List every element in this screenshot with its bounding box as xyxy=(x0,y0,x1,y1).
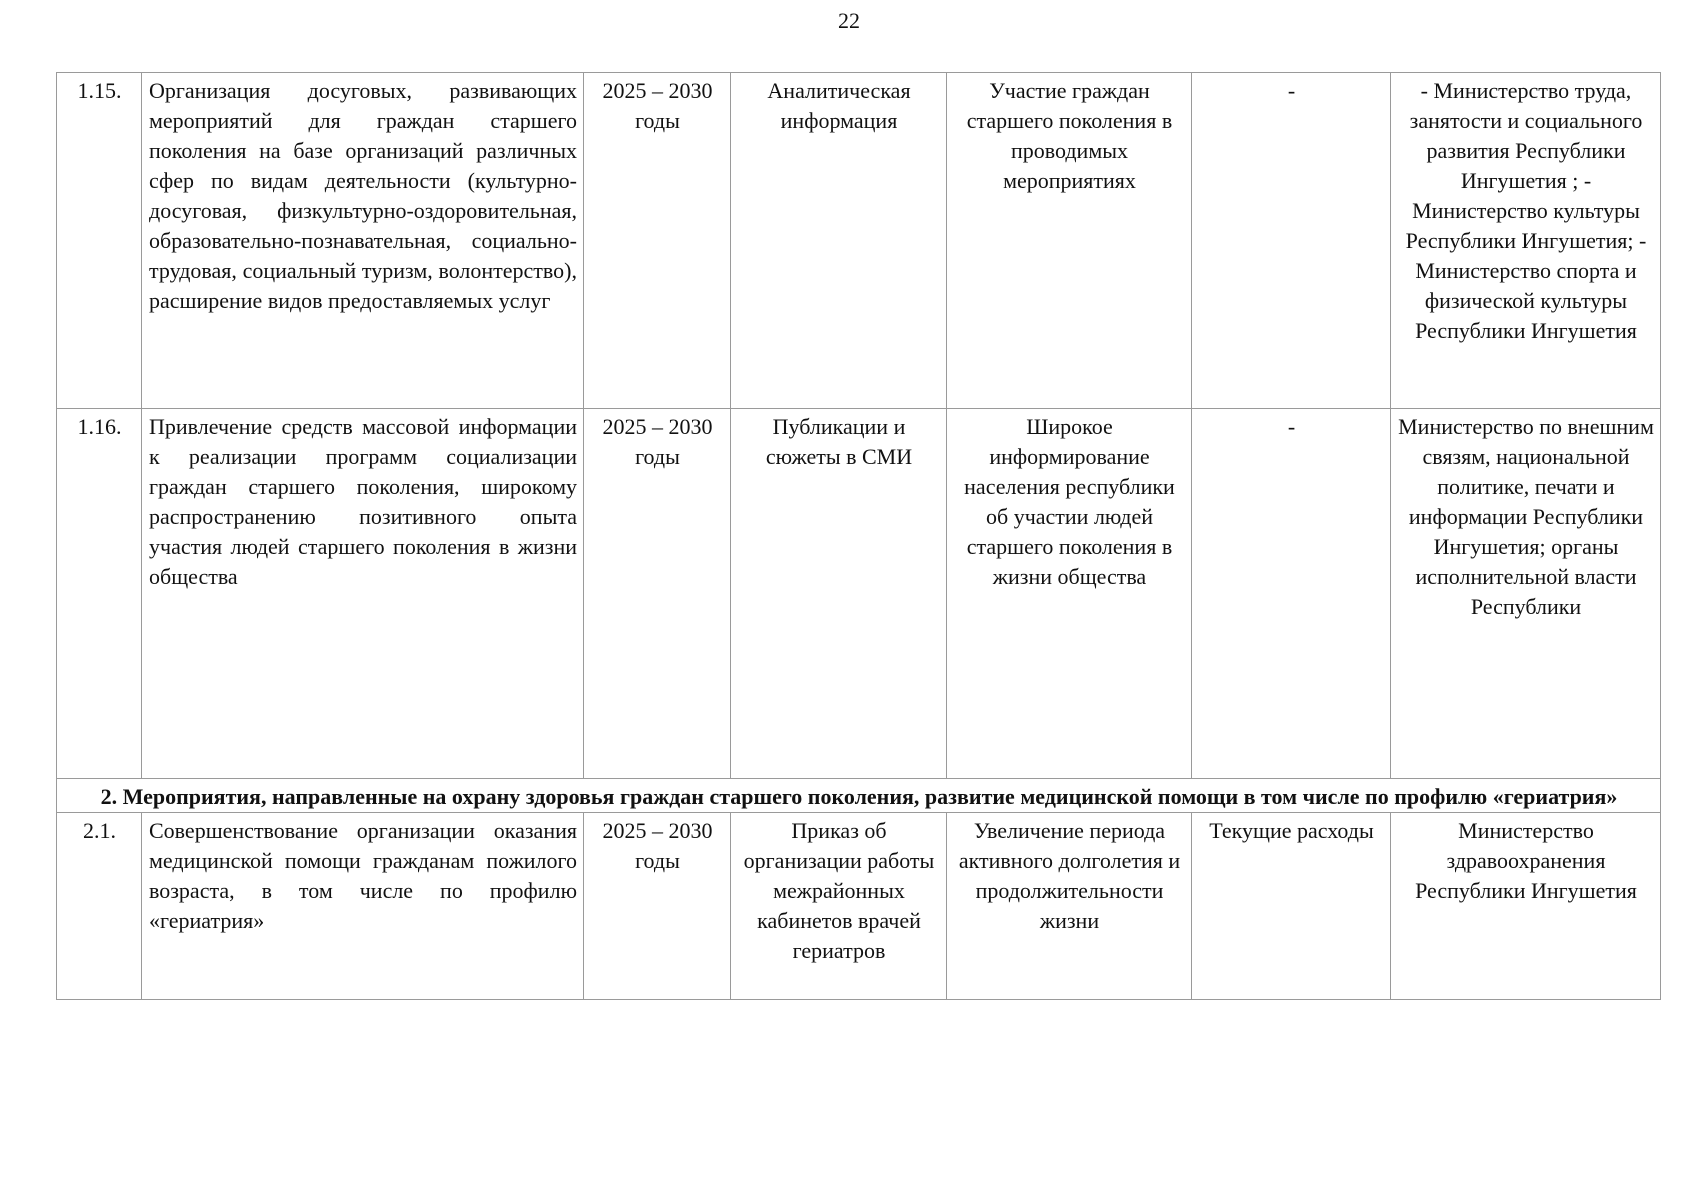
measure-name: Совершенствование организации оказания медицинской помощи гражданам пожилого возраста, в том числе по профилю «гериатрия» xyxy=(142,813,584,1000)
measures-table xyxy=(56,72,1661,1000)
row-number: 1.15. xyxy=(57,73,142,409)
page-number: 22 xyxy=(838,8,860,33)
result-form: Приказ об организации работы межрайонных кабинетов врачей гериатров xyxy=(731,813,947,1000)
target-indicator: Увеличение периода активного долголетия и продолжительности жизни xyxy=(947,813,1192,1000)
implementation-period: 2025 – 2030 годы xyxy=(584,813,731,1000)
table-row xyxy=(57,73,1661,409)
responsible-executors: Министерство здравоохранения Республики Ингушетия xyxy=(1391,813,1661,1000)
funding-source: - xyxy=(1192,73,1391,409)
funding-source: Текущие расходы xyxy=(1192,813,1391,1000)
measure-name: Привлечение средств массовой информации к реализации программ социализации граждан старшего поколения, широкому распространению позитивного опыта участия людей старшего поколения в жизни общества xyxy=(142,409,584,779)
funding-source: - xyxy=(1192,409,1391,779)
table-row xyxy=(57,813,1661,1000)
target-indicator: Широкое информирование населения республики об участии людей старшего поколения в жизни общества xyxy=(947,409,1192,779)
table-row xyxy=(57,409,1661,779)
target-indicator: Участие граждан старшего поколения в проводимых мероприятиях xyxy=(947,73,1192,409)
result-form: Аналитическая информация xyxy=(731,73,947,409)
responsible-executors: - Министерство труда, занятости и социального развития Республики Ингушетия ; - Министерство культуры Республики Ингушетия; - Министерство спорта и физической культуры Республики Ингушетия xyxy=(1391,73,1661,409)
section-heading-row xyxy=(57,779,1661,813)
implementation-period: 2025 – 2030 годы xyxy=(584,409,731,779)
responsible-executors: Министерство по внешним связям, национальной политике, печати и информации Республики Ингушетия; органы исполнительной власти Республики xyxy=(1391,409,1661,779)
row-number: 1.16. xyxy=(57,409,142,779)
implementation-period: 2025 – 2030 годы xyxy=(584,73,731,409)
section-heading: 2. Мероприятия, направленные на охрану здоровья граждан старшего поколения, развитие медицинской помощи в том числе по профилю «гериатрия» xyxy=(57,779,1661,813)
result-form: Публикации и сюжеты в СМИ xyxy=(731,409,947,779)
measure-name: Организация досуговых, развивающих мероприятий для граждан старшего поколения на базе организаций различных сфер по видам деятельности (культурно-досуговая, физкультурно-оздоровительная, образовательно-познавательная, социально-трудовая, социальный туризм, волонтерство), расширение видов предоставляемых услуг xyxy=(142,73,584,409)
row-number: 2.1. xyxy=(57,813,142,1000)
